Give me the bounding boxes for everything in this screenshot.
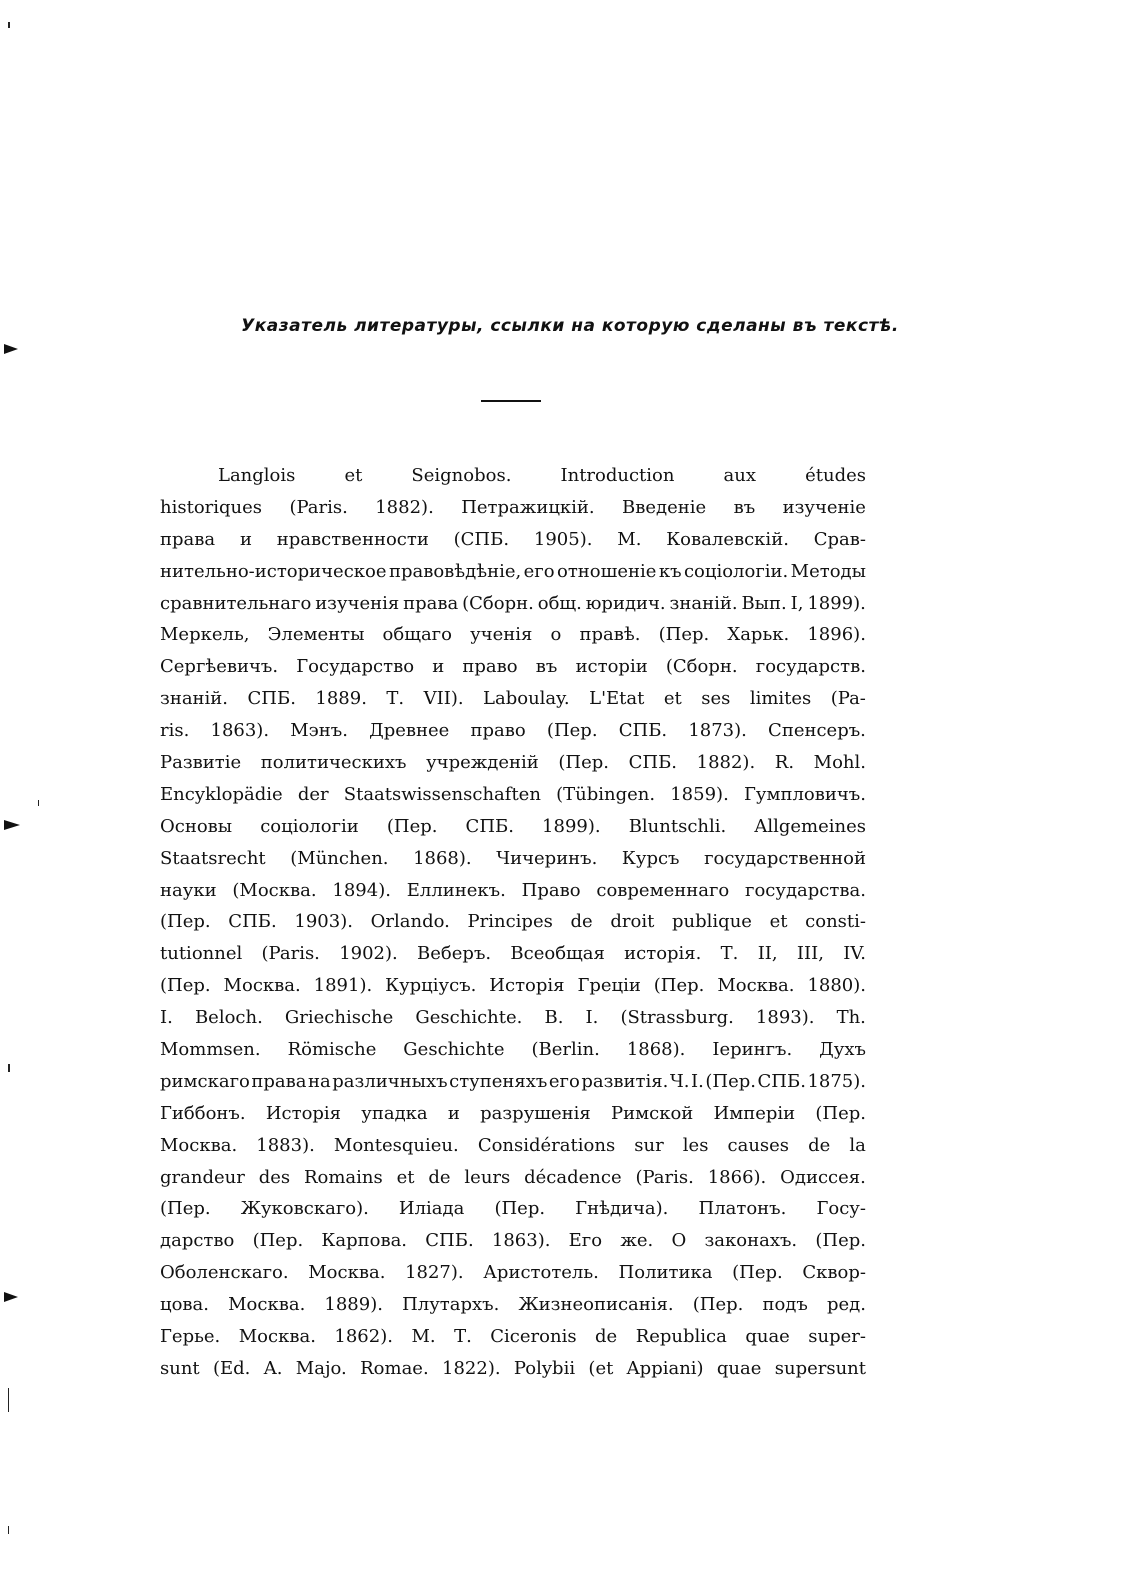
text-line: Герье. Москва. 1862). М. Т. Ciceronis de Republica quae super- [160, 1326, 866, 1348]
bibliography-text [160, 460, 866, 1385]
text-line: I. Beloch. Griechische Geschichte. B. I. (Strassburg. 1893). Th. [160, 1007, 866, 1029]
text-line: нительно-историческое правовѣдѣніе, его отношеніе къ соціологіи. Методы [160, 560, 866, 582]
text-line: Сергѣевичъ. Государство и право въ исторіи (Сборн. государств. [160, 656, 866, 678]
text-line: цова. Москва. 1889). Плутархъ. Жизнеописанія. (Пер. подъ ред. [160, 1294, 866, 1316]
text-line: (Пер. Москва. 1891). Курціусъ. Исторія Греціи (Пер. Москва. 1880). [160, 975, 866, 997]
text-line: (Пер. Жуковскаго). Иліада (Пер. Гнѣдича). Платонъ. Госу- [160, 1198, 866, 1220]
margin-arrow-marker [4, 344, 18, 354]
text-line: (Пер. СПБ. 1903). Orlando. Principes de droit publique et consti- [160, 911, 866, 933]
margin-arrow-marker [4, 820, 20, 830]
page-title: Указатель литературы, ссылки на которую сделаны въ текстѣ. [241, 316, 899, 336]
text-line: Staatsrecht (München. 1868). Чичеринъ. Курсъ государственной [160, 847, 866, 869]
text-line: права и нравственности (СПБ. 1905). М. Ковалевскій. Срав- [160, 528, 866, 550]
text-line: дарство (Пер. Карпова. СПБ. 1863). Его же. О законахъ. (Пер. [160, 1230, 866, 1252]
text-line: sunt (Ed. A. Majo. Romae. 1822). Polybii (et Appiani) quae supersunt [160, 1357, 866, 1379]
margin-mark [8, 1064, 10, 1072]
margin-mark [38, 800, 39, 806]
text-line: tutionnel (Paris. 1902). Веберъ. Всеобщая исторія. Т. II, III, IV. [160, 943, 866, 965]
text-line: grandeur des Romains et de leurs décadence (Paris. 1866). Одиссея. [160, 1166, 866, 1188]
text-line: Основы соціологіи (Пер. СПБ. 1899). Bluntschli. Allgemeines [160, 815, 866, 837]
text-line: Оболенскаго. Москва. 1827). Аристотель. Политика (Пер. Сквор- [160, 1262, 866, 1284]
margin-mark [8, 1388, 9, 1412]
title-divider [481, 400, 541, 402]
text-line: Гиббонъ. Исторія упадка и разрушенія Римской Имперіи (Пер. [160, 1102, 866, 1124]
text-line: Москва. 1883). Montesquieu. Considérations sur les causes de la [160, 1134, 866, 1156]
text-line: Encyklopädie der Staatswissenschaften (Tübingen. 1859). Гумпловичъ. [160, 783, 866, 805]
text-line: Langlois et Seignobos. Introduction aux études [218, 465, 866, 486]
text-line: науки (Москва. 1894). Еллинекъ. Право современнаго государства. [160, 879, 866, 901]
text-line: Развитіе политическихъ учрежденій (Пер. СПБ. 1882). R. Mohl. [160, 752, 866, 774]
text-line: Mommsen. Römische Geschichte (Berlin. 1868). Іерингъ. Духъ [160, 1039, 866, 1061]
text-line: Меркель, Элементы общаго ученія о правѣ. (Пер. Харьк. 1896). [160, 624, 866, 646]
text-line: знаній. СПБ. 1889. Т. VII). Laboulay. L'Etat et ses limites (Pa- [160, 688, 866, 710]
text-line: сравнительнаго изученія права (Сборн. общ. юридич. знаній. Вып. I, 1899). [160, 592, 866, 614]
margin-mark [8, 1526, 9, 1534]
text-line: ris. 1863). Мэнъ. Древнее право (Пер. СПБ. 1873). Спенсеръ. [160, 720, 866, 742]
text-line: римскаго права на различныхъ ступеняхъ его развитія. Ч. I. (Пер. СПБ. 1875). [160, 1070, 866, 1092]
margin-mark [8, 22, 10, 28]
text-line: historiques (Paris. 1882). Петражицкій. Введеніе въ изученіе [160, 496, 866, 518]
margin-arrow-marker [4, 1292, 18, 1302]
